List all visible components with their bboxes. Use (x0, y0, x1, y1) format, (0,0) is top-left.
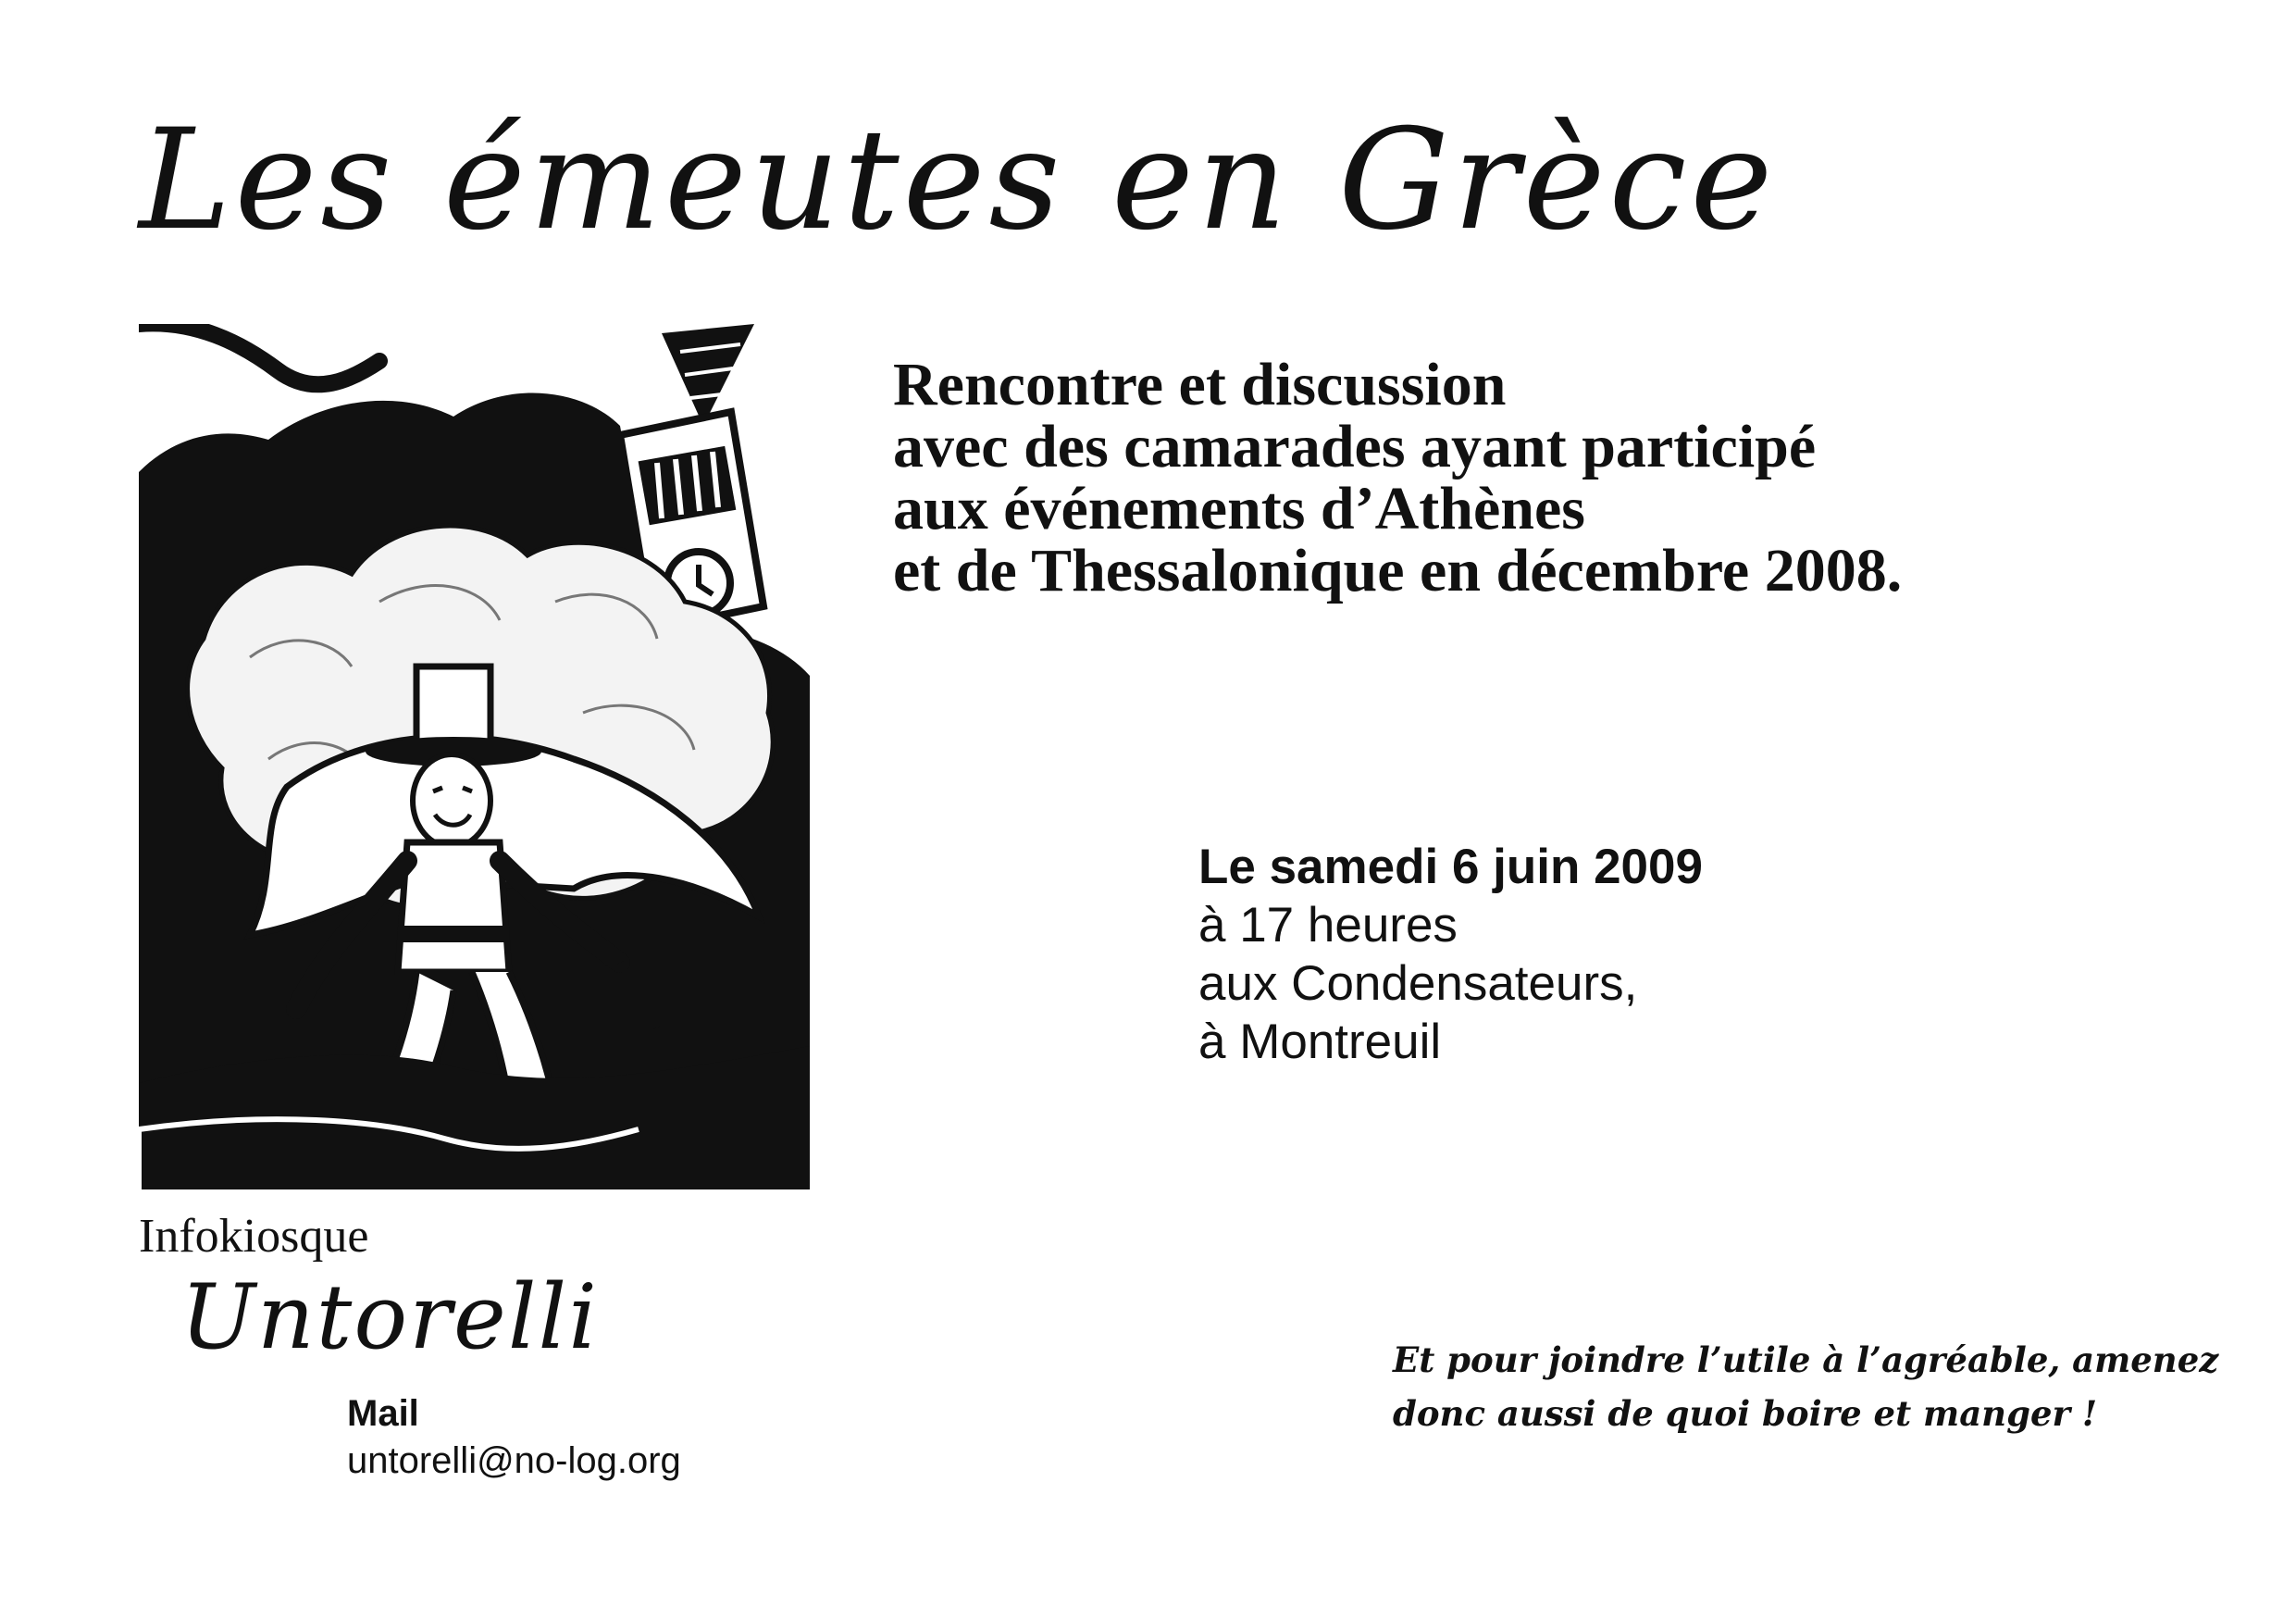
event-time: à 17 heures (1198, 898, 1458, 953)
event-date: Le samedi 6 juin 2009 (1198, 840, 1703, 894)
mail-label: Mail (347, 1393, 419, 1434)
event-details (1198, 838, 1703, 1071)
organizer-label: Infokiosque (139, 1210, 369, 1263)
mail-address[interactable]: untorelli@no-log.org (347, 1440, 681, 1481)
intro-line: Rencontre et discussion (893, 351, 1507, 418)
intro-line: avec des camarades ayant participé (893, 413, 1817, 480)
intro-line: et de Thessalonique en décembre 2008. (893, 537, 1903, 604)
page-title: Les émeutes en Grèce (139, 100, 1777, 261)
intro-line: aux événements d’Athènes (893, 475, 1585, 542)
organizer-name: Untorelli (180, 1265, 599, 1369)
footer-note (1393, 1333, 2226, 1440)
event-venue: aux Condensateurs, (1198, 956, 1638, 1011)
intro-text (893, 351, 1903, 604)
footer-note-line: Et pour joindre l’utile à l’agréable, amenez (1393, 1339, 2219, 1380)
footer-note-line: donc aussi de quoi boire et manger ! (1393, 1393, 2098, 1434)
masked-figure-illustration (139, 324, 810, 1189)
event-city: à Montreuil (1198, 1015, 1442, 1069)
